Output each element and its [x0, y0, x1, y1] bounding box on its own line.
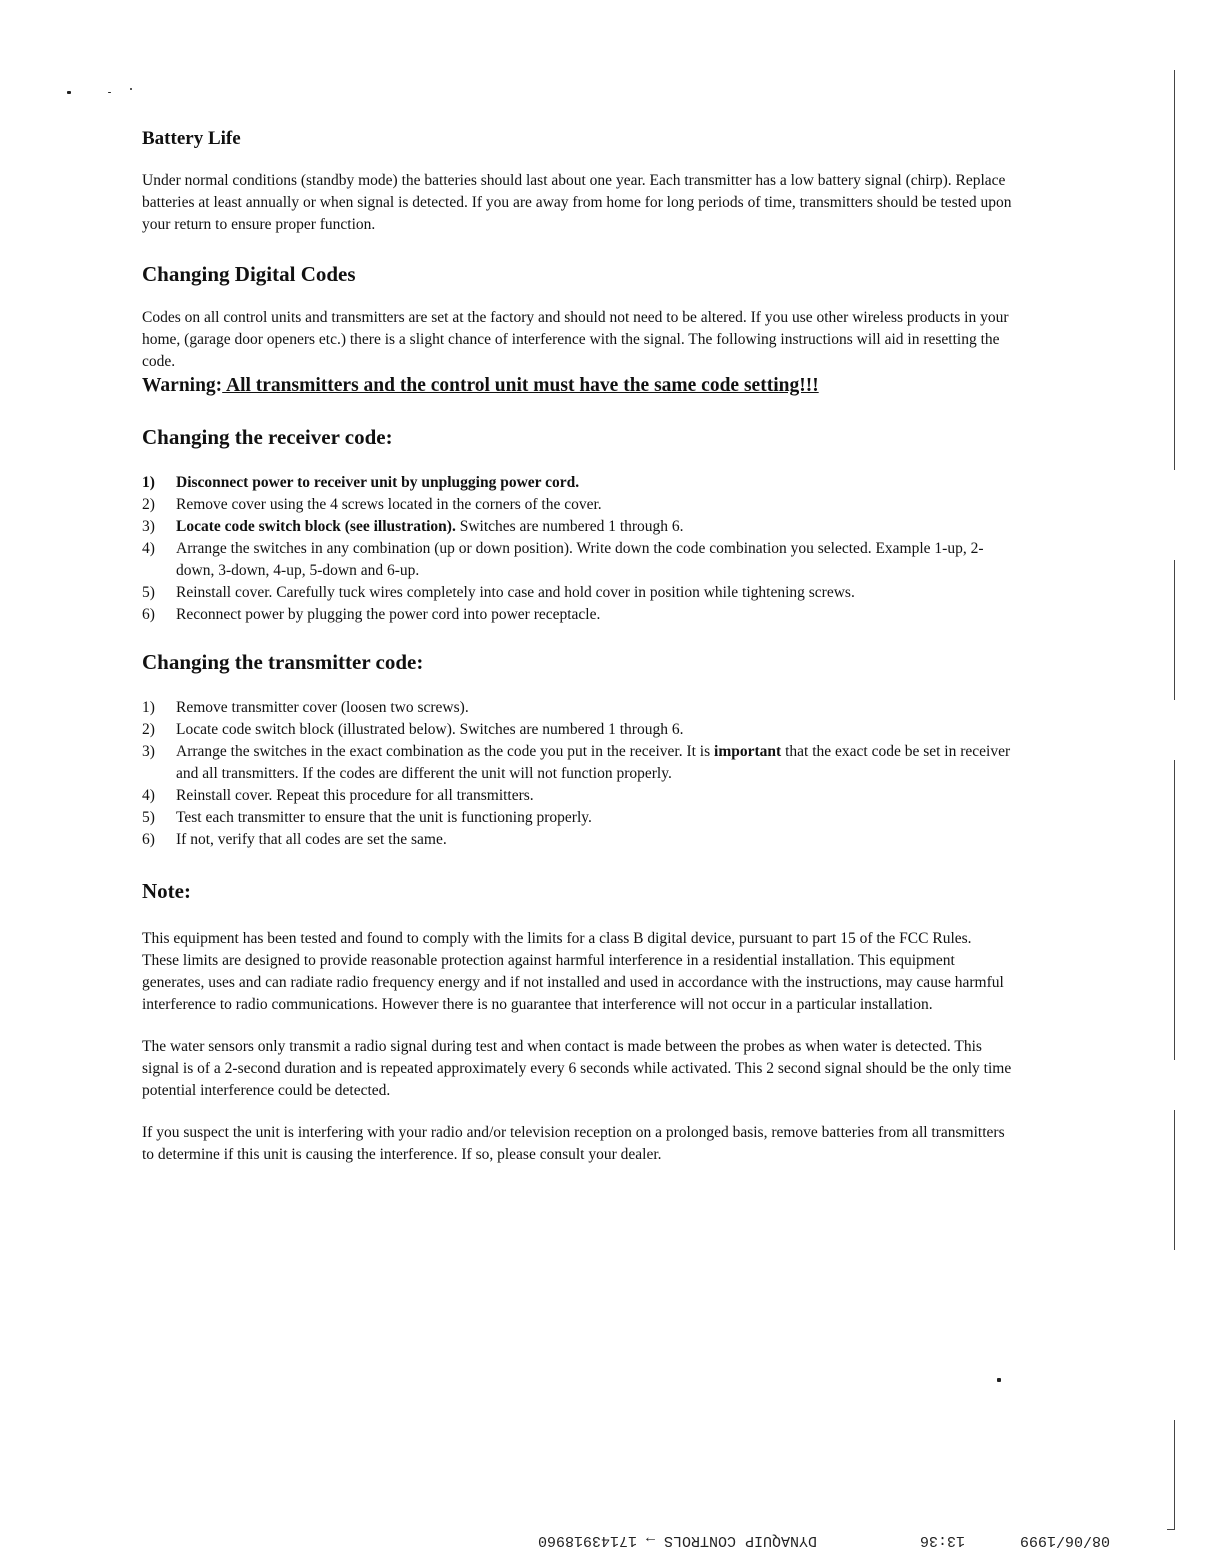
battery-life-heading: Battery Life — [142, 128, 241, 149]
fax-sender: DYNAQUIP CONTROLS → 17143918960 — [538, 1532, 818, 1549]
list-item — [142, 697, 1012, 719]
list-item — [142, 582, 1012, 604]
battery-life-text: Under normal conditions (standby mode) the batteries should last about one year. Each transmitter has a low battery signal (chirp). Replace batteries at least annually or when signal is detected. If you are away from home for long periods of time, transmitters should be tested upon your return to ensure proper function. — [142, 172, 1012, 233]
step-text: Locate code switch block (illustrated below). Switches are numbered 1 through 6. — [176, 721, 684, 738]
step-text-bold: important — [714, 743, 782, 760]
step-number: 4) — [142, 540, 155, 557]
list-item — [142, 604, 1012, 626]
scan-speck — [67, 91, 71, 94]
step-text: Reinstall cover. Repeat this procedure for all transmitters. — [176, 787, 534, 804]
transmitter-code-heading: Changing the transmitter code: — [142, 650, 424, 674]
scan-edge-line — [1174, 760, 1175, 1060]
fax-time: 13:36 — [920, 1532, 966, 1549]
list-item — [142, 494, 1012, 516]
step-text: Test each transmitter to ensure that the unit is functioning properly. — [176, 809, 592, 826]
scan-speck — [108, 92, 111, 93]
scan-speck — [130, 88, 132, 90]
step-text: Reinstall cover. Carefully tuck wires completely into case and hold cover in position while tightening screws. — [176, 584, 855, 601]
step-number: 2) — [142, 721, 155, 738]
note-paragraph-sensors: The water sensors only transmit a radio signal during test and when contact is made between the probes as when water is detected. This signal is of a 2-second duration and is repeated approximately every 6 seconds while activated. This 2 second signal should be the only time potential interference could be detected. — [142, 1038, 1012, 1099]
step-number: 2) — [142, 496, 155, 513]
receiver-steps-list — [142, 472, 1012, 626]
scan-edge-corner — [1167, 1529, 1175, 1530]
scan-edge-line — [1174, 1420, 1175, 1530]
step-number: 1) — [142, 699, 155, 716]
step-text: Arrange the switches in any combination (up or down position). Write down the code combination you selected. Example 1-up, 2-down, 3-down, 4-up, 5-down and 6-up. — [176, 540, 984, 579]
list-item — [142, 829, 1012, 851]
step-number: 6) — [142, 606, 155, 623]
fax-date: 08/06/1999 — [1020, 1532, 1111, 1549]
note-paragraph-interference: If you suspect the unit is interfering with your radio and/or television reception on a prolonged basis, remove batteries from all transmitters to determine if this unit is causing the interference. If so, please consult your dealer. — [142, 1124, 1005, 1163]
transmitter-steps-list — [142, 697, 1012, 851]
document-content — [142, 128, 1012, 1166]
step-number: 6) — [142, 831, 155, 848]
scan-speck — [997, 1378, 1001, 1382]
step-number: 4) — [142, 787, 155, 804]
list-item — [142, 538, 1012, 582]
step-number: 5) — [142, 809, 155, 826]
receiver-code-heading: Changing the receiver code: — [142, 425, 393, 449]
scan-edge-line — [1174, 1110, 1175, 1250]
list-item — [142, 719, 1012, 741]
step-text: If not, verify that all codes are set the same. — [176, 831, 447, 848]
digital-codes-heading: Changing Digital Codes — [142, 262, 356, 286]
list-item — [142, 785, 1012, 807]
step-number: 3) — [142, 743, 155, 760]
note-heading: Note: — [142, 879, 191, 903]
warning-label: Warning: — [142, 375, 223, 396]
note-paragraph-fcc: This equipment has been tested and found to comply with the limits for a class B digital device, pursuant to part 15 of the FCC Rules. These limits are designed to provide reasonable protection against harmful interference in a residential installation. This equipment generates, uses and can radiate radio frequency energy and if not installed and used in accordance with the instructions, may cause harmful interference to radio communications. However there is no guarantee that interference will not occur in a particular installation. — [142, 930, 1004, 1013]
list-item — [142, 472, 1012, 494]
list-item — [142, 516, 1012, 538]
warning-text: All transmitters and the control unit must have the same code setting!!! — [222, 375, 819, 396]
step-text: Arrange the switches in the exact combination as the code you put in the receiver. It is — [176, 743, 715, 760]
step-text: Disconnect power to receiver unit by unplugging power cord. — [176, 474, 580, 491]
scan-edge-line — [1174, 70, 1175, 470]
step-number: 5) — [142, 584, 155, 601]
list-item — [142, 807, 1012, 829]
step-text: Reconnect power by plugging the power cord into power receptacle. — [176, 606, 601, 623]
fax-header-footer — [0, 1532, 1220, 1552]
scan-edge-line — [1174, 560, 1175, 700]
step-number: 3) — [142, 518, 155, 535]
step-text-bold: Locate code switch block (see illustration). — [176, 518, 456, 535]
step-text: Remove cover using the 4 screws located in the corners of the cover. — [176, 496, 602, 513]
step-text: that the exact code be set in receiver and all transmitters. If the codes are different the unit will not function properly. — [176, 743, 1011, 782]
step-number: 1) — [142, 474, 155, 491]
step-text: Switches are numbered 1 through 6. — [455, 518, 684, 535]
step-text: Remove transmitter cover (loosen two screws). — [176, 699, 469, 716]
list-item — [142, 741, 1012, 785]
warning-line — [142, 375, 1012, 397]
digital-codes-text: Codes on all control units and transmitters are set at the factory and should not need to be altered. If you use other wireless products in your home, (garage door openers etc.) there is a slight chance of interference with the signal. The following instructions will aid in resetting the code. — [142, 309, 1009, 370]
